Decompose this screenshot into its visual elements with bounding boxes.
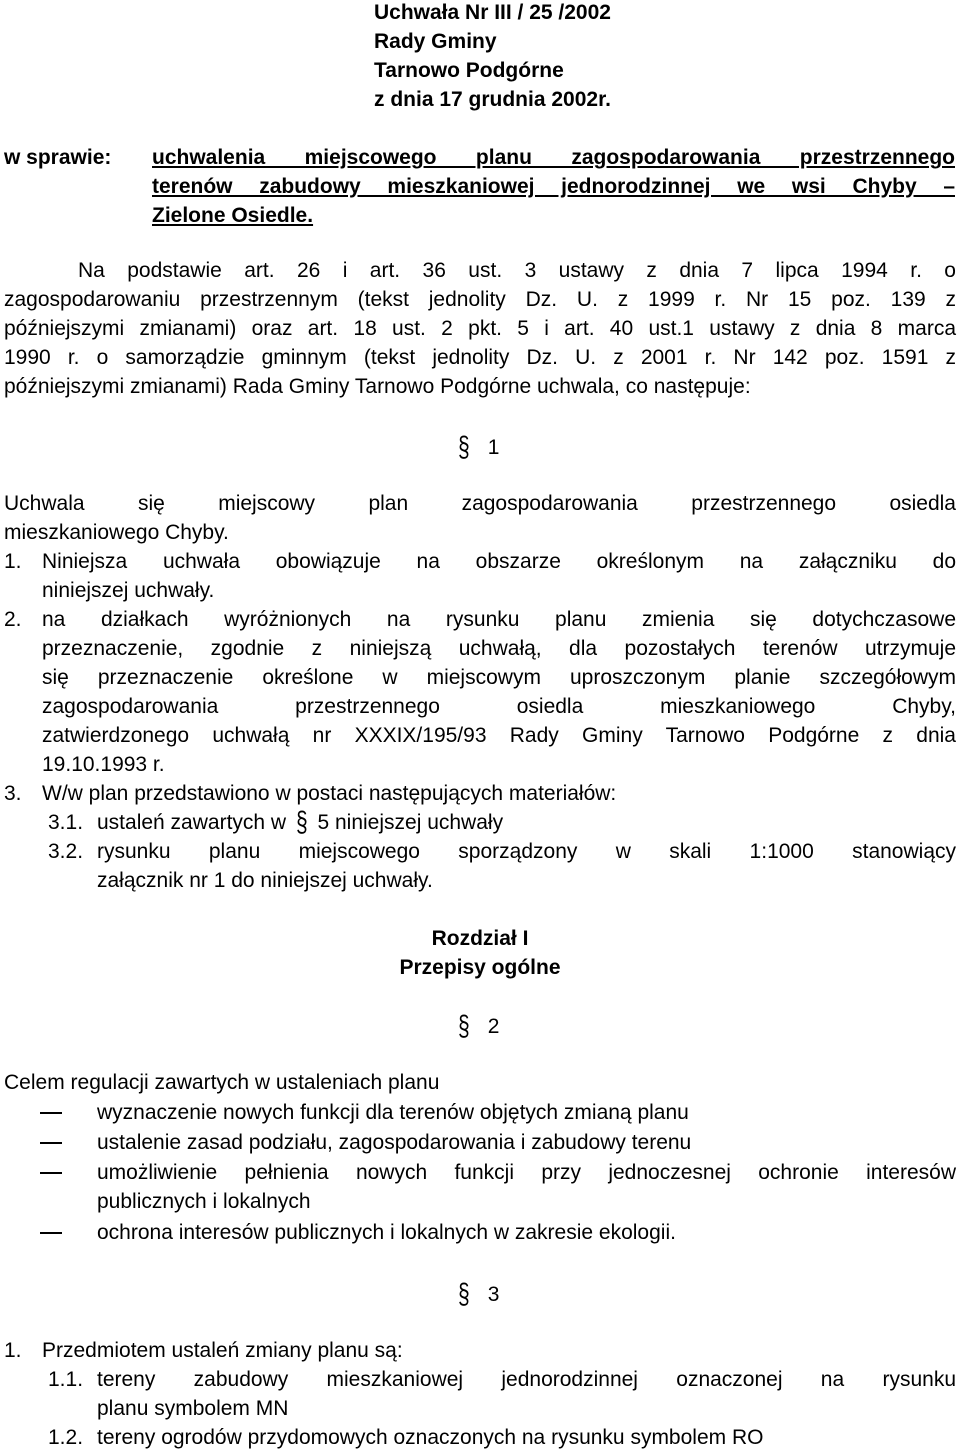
section1-intro-line: Uchwala się miejscowy plan zagospodarowania przestrzennego osiedla (4, 492, 956, 515)
chapter-heading (0, 924, 960, 982)
bullet-line: umożliwienie pełnienia nowych funkcji przy jednoczesnej ochronie interesów (97, 1161, 956, 1184)
sublist-text: 5 niniejszej uchwały (317, 811, 504, 834)
preamble-line: zagospodarowaniu przestrzennym (tekst jednolity Dz. U. z 1999 r. Nr 15 poz. 139 z (4, 288, 956, 311)
section-heading-1 (458, 433, 499, 462)
list-item-line: na działkach wyróżnionych na rysunku planu zmienia się dotychczasowe (42, 608, 956, 631)
preamble-line: 1990 r. o samorządzie gminnym (tekst jednolity Dz. U. z 2001 r. Nr 142 poz. 1591 z (4, 346, 956, 369)
subject-line: uchwalenia miejscowego planu zagospodarowania przestrzennego (152, 146, 955, 169)
bullet-item: ochrona interesów publicznych i lokalnych w zakresie ekologii. (97, 1221, 676, 1244)
list-item-line: zagospodarowania przestrzennego osiedla mieszkaniowego Chyby, (42, 695, 956, 718)
bullet-item: ustalenie zasad podziału, zagospodarowania i zabudowy terenu (97, 1131, 692, 1154)
bullet-dash-icon (40, 1232, 62, 1234)
sublist-item-1-2: tereny ogrodów przydomowych oznaczonych na rysunku symbolem RO (97, 1426, 764, 1449)
section-heading-3 (458, 1280, 499, 1309)
section-sign-icon: § (295, 806, 308, 839)
sublist-number: 1.1. (48, 1368, 84, 1391)
sublist-line: tereny zabudowy mieszkaniowej jednorodzinnej oznaczonej na rysunku (97, 1368, 956, 1391)
section-heading-2 (458, 1012, 499, 1041)
list-number: 1. (4, 550, 22, 573)
chapter-subtitle: Przepisy ogólne (399, 956, 561, 979)
bullet-item: wyznaczenie nowych funkcji dla terenów objętych zmianą planu (97, 1101, 689, 1124)
resolution-date: z dnia 17 grudnia 2002r. (374, 88, 611, 111)
sublist-number: 3.2. (48, 840, 84, 863)
sublist-line: planu symbolem MN (97, 1397, 289, 1420)
list-item-line: 19.10.1993 r. (42, 753, 165, 776)
subject-text (152, 143, 955, 230)
list-item-line: się przeznaczenie określone w miejscowym uproszczonym planie szczegółowym (42, 666, 956, 689)
section1-intro (4, 489, 956, 547)
subject-line: terenów zabudowy mieszkaniowej jednorodzinnej we wsi Chyby – (152, 175, 955, 198)
section-sign-icon: § (458, 431, 470, 464)
section2-intro: Celem regulacji zawartych w ustaleniach planu (4, 1071, 440, 1094)
list-item-3-1: Przedmiotem ustaleń zmiany planu są: (42, 1339, 403, 1362)
list-item-line: Niniejsza uchwała obowiązuje na obszarze określonym na załączniku do (42, 550, 956, 573)
sublist-number: 3.1. (48, 811, 84, 834)
bullet-item (97, 1158, 956, 1216)
sublist-line: załącznik nr 1 do niniejszej uchwały. (97, 869, 433, 892)
bullet-line: publicznych i lokalnych (97, 1190, 311, 1213)
section-number: 3 (487, 1283, 500, 1306)
sublist-text: ustaleń zawartych w (97, 811, 287, 834)
bullet-dash-icon (40, 1112, 62, 1114)
resolution-number: Uchwała Nr III / 25 /2002 (374, 1, 611, 24)
bullet-dash-icon (40, 1142, 62, 1144)
section-sign-icon: § (458, 1278, 470, 1311)
list-item-2 (42, 605, 956, 779)
municipality-name: Tarnowo Podgórne (374, 59, 564, 82)
sublist-item-3-1 (97, 808, 503, 837)
list-number: 2. (4, 608, 22, 631)
sublist-number: 1.2. (48, 1426, 84, 1449)
council-name: Rady Gminy (374, 30, 497, 53)
sublist-line: rysunku planu miejscowego sporządzony w skali 1:1000 stanowiący (97, 840, 956, 863)
list-item-line: niniejszej uchwały. (42, 579, 215, 602)
list-number: 3. (4, 782, 22, 805)
preamble (4, 256, 956, 401)
section1-intro-line: mieszkaniowego Chyby. (4, 521, 229, 544)
chapter-title: Rozdział I (431, 927, 529, 950)
list-number: 1. (4, 1339, 22, 1362)
preamble-line: późniejszymi zmianami) oraz art. 18 ust. 2 pkt. 5 i art. 40 ust.1 ustawy z dnia 8 marca (4, 317, 956, 340)
list-item-line: zatwierdzonego uchwałą nr XXXIX/195/93 Rady Gminy Tarnowo Podgórne z dnia (42, 724, 956, 747)
list-item-3: W/w plan przedstawiono w postaci następujących materiałów: (42, 782, 617, 805)
section-sign-icon: § (458, 1010, 470, 1043)
section-number: 1 (487, 436, 500, 459)
sublist-item-1-1 (97, 1365, 956, 1423)
resolution-title (374, 0, 611, 114)
subject-label: w sprawie: (4, 146, 112, 169)
list-item-1 (42, 547, 956, 605)
section-number: 2 (487, 1015, 500, 1038)
preamble-line: Na podstawie art. 26 i art. 36 ust. 3 ustawy z dnia 7 lipca 1994 r. o (78, 259, 956, 282)
list-item-line: przeznaczenie, zgodnie z niniejszą uchwałą, dla pozostałych terenów utrzymuje (42, 637, 956, 660)
bullet-dash-icon (40, 1172, 62, 1174)
preamble-line: późniejszymi zmianami) Rada Gminy Tarnowo Podgórne uchwala, co następuje: (4, 375, 751, 398)
subject-line: Zielone Osiedle. (152, 204, 314, 227)
sublist-item-3-2 (97, 837, 956, 895)
